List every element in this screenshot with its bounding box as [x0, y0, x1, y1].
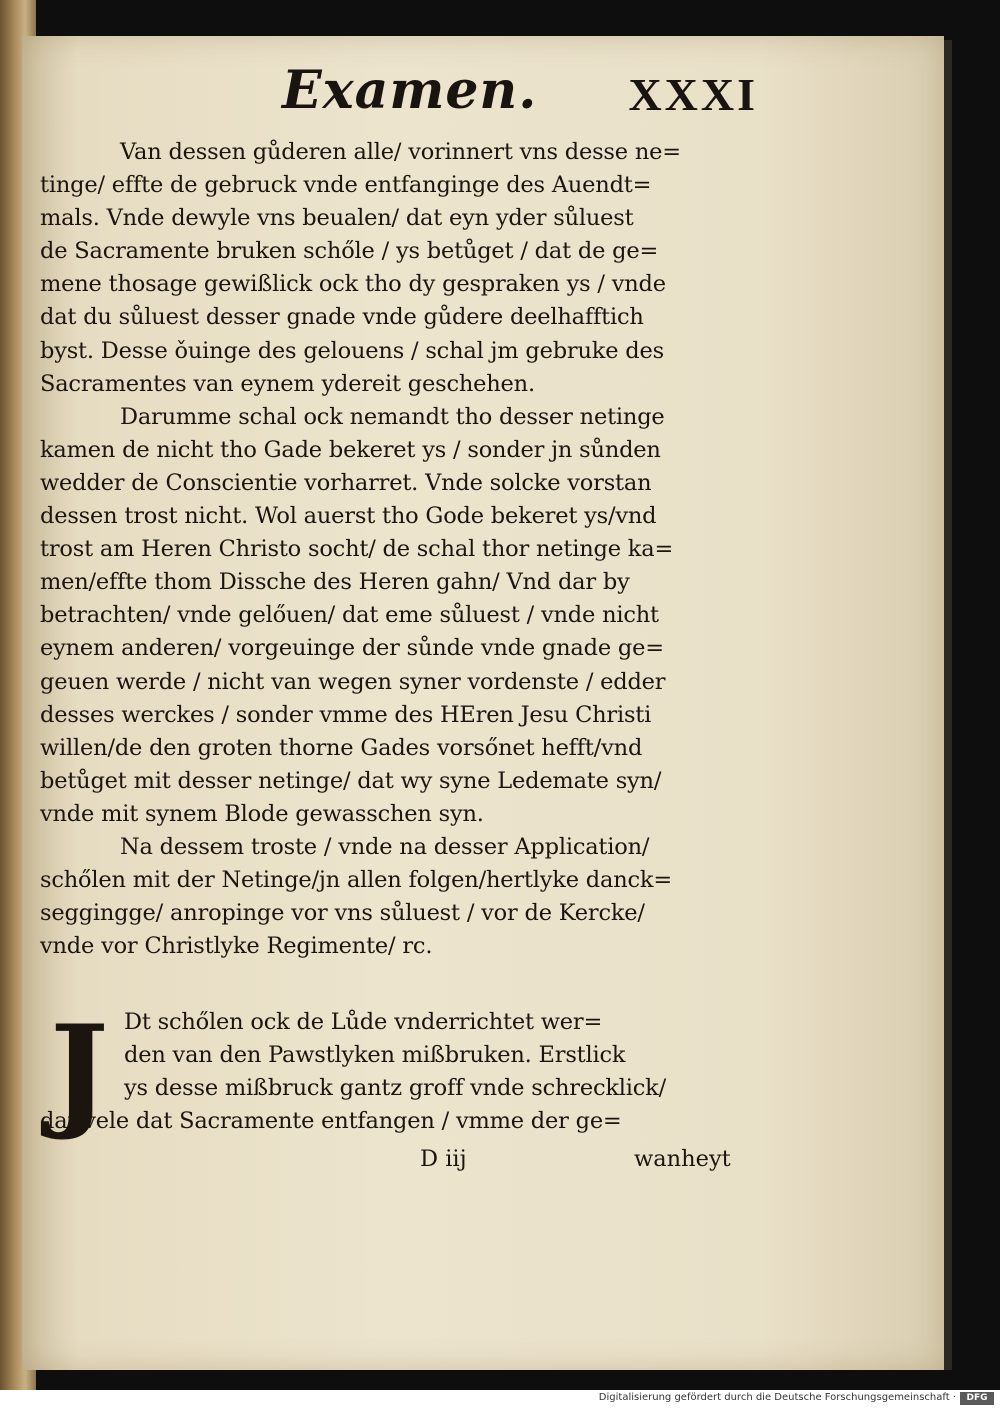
text-line: trost am Heren Christo socht/ de schal thor netinge ka= — [40, 536, 674, 563]
text-line: vnde vor Christlyke Regimente/ rc. — [40, 933, 433, 960]
credit-bar — [0, 1390, 1000, 1408]
text-line: Darumme schal ock nemandt tho desser netinge — [120, 403, 665, 430]
text-line: Sacramentes van eynem ydereit geschehen. — [40, 370, 535, 397]
funding-credit: Digitalisierung gefördert durch die Deutsche Forschungsgemeinschaft · — [598, 1392, 956, 1403]
text-line: betrachten/ vnde gelőuen/ dat eme sůluest / vnde nicht — [40, 602, 659, 629]
text-line: dessen trost nicht. Wol auerst tho Gode bekeret ys/vnd — [40, 503, 657, 530]
text-line: de Sacramente bruken schőle / ys betůget / dat de ge= — [40, 238, 659, 265]
text-line: betůget mit desser netinge/ dat wy syne Ledemate syn/ — [40, 767, 662, 794]
text-line: tinge/ effte de gebruck vnde entfanginge des Auendt= — [40, 172, 652, 199]
text-line: geuen werde / nicht van wegen syner vordenste / edder — [40, 668, 666, 695]
text-line: men/effte thom Dissche des Heren gahn/ Vnd dar by — [40, 569, 630, 596]
text-line: Van dessen gůderen alle/ vorinnert vns desse ne= — [120, 139, 681, 165]
decorated-initial: J — [50, 999, 109, 1144]
text-line: byst. Desse ǒuinge des gelouens / schal jm gebruke des — [40, 337, 664, 364]
running-title: Examen. — [282, 60, 538, 121]
text-line: willen/de den groten thorne Gades vorsőnet hefft/vnd — [40, 734, 643, 761]
page-edge — [944, 40, 952, 1370]
text-line: mene thosage gewißlick ock tho dy gespraken ys / vnde — [40, 271, 666, 298]
text-line: eynem anderen/ vorgeuinge der sůnde vnde gnade ge= — [40, 635, 664, 662]
text-line: wedder de Conscientie vorharret. Vnde solcke vorstan — [40, 469, 652, 496]
text-line: mals. Vnde dewyle vns beualen/ dat eyn yder sůluest — [40, 205, 634, 232]
signature-mark: D iij — [420, 1146, 467, 1172]
text-line: seggingge/ anropinge vor vns sůluest / vor de Kercke/ — [40, 900, 645, 927]
folio-number: XXXI — [628, 69, 758, 120]
text-line: desses werckes / sonder vmme des HEren Jesu Christi — [40, 701, 652, 728]
main-text-block — [40, 136, 755, 963]
page-header — [258, 60, 758, 140]
second-paragraph — [40, 999, 755, 1144]
text-line: dat du sůluest desser gnade vnde gůdere deelhafftich — [40, 304, 644, 331]
text-line: vnde mit synem Blode gewasschen syn. — [40, 800, 484, 827]
text-line: den van den Pawstlyken mißbruken. Erstlick — [124, 1042, 626, 1069]
text-line: Na dessem troste / vnde na desser Application/ — [120, 833, 650, 860]
text-line: dat vele dat Sacramente entfangen / vmme der ge= — [40, 1108, 622, 1135]
text-line: schőlen mit der Netinge/jn allen folgen/hertlyke danck= — [40, 867, 672, 894]
text-line: kamen de nicht tho Gade bekeret ys / sonder jn sůnden — [40, 436, 661, 463]
text-line: Dt schőlen ock de Lůde vnderrichtet wer= — [124, 1009, 603, 1035]
catchword: wanheyt — [634, 1146, 731, 1172]
dfg-logo: DFG — [960, 1392, 994, 1405]
text-line: ys desse mißbruck gantz groff vnde schrecklick/ — [124, 1075, 666, 1102]
